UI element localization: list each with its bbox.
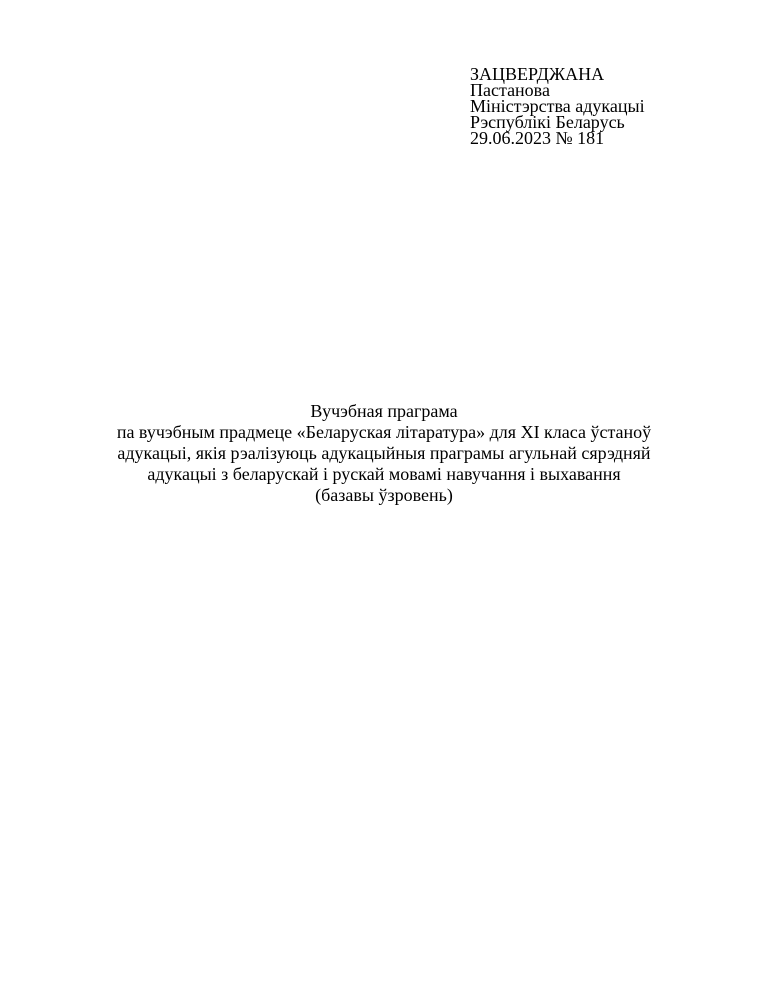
program-subtitle-line-2: адукацыі, якія рэалізуюць адукацыйныя праграмы агульнай сярэдняй — [117, 443, 651, 463]
approval-country: Рэспублікі Беларусь — [470, 112, 625, 132]
approval-resolution-label: Пастанова — [470, 80, 550, 100]
approval-heading: ЗАЦВЕРДЖАНА — [470, 64, 605, 84]
program-level: (базавы ўзровень) — [315, 485, 453, 505]
approval-ministry: Міністэрства адукацыі — [470, 96, 645, 116]
program-subtitle-line-1: па вучэбным прадмеце «Беларуская літаратура» для XI класа ўстаноў — [116, 422, 652, 442]
program-title: Вучэбная праграма — [310, 401, 458, 421]
approval-date-number: 29.06.2023 № 181 — [470, 128, 605, 148]
program-subtitle-line-3: адукацыі з беларускай і рускай мовамі навучання і выхавання — [147, 464, 621, 484]
approval-stamp — [470, 66, 645, 146]
program-title-block — [0, 401, 768, 506]
